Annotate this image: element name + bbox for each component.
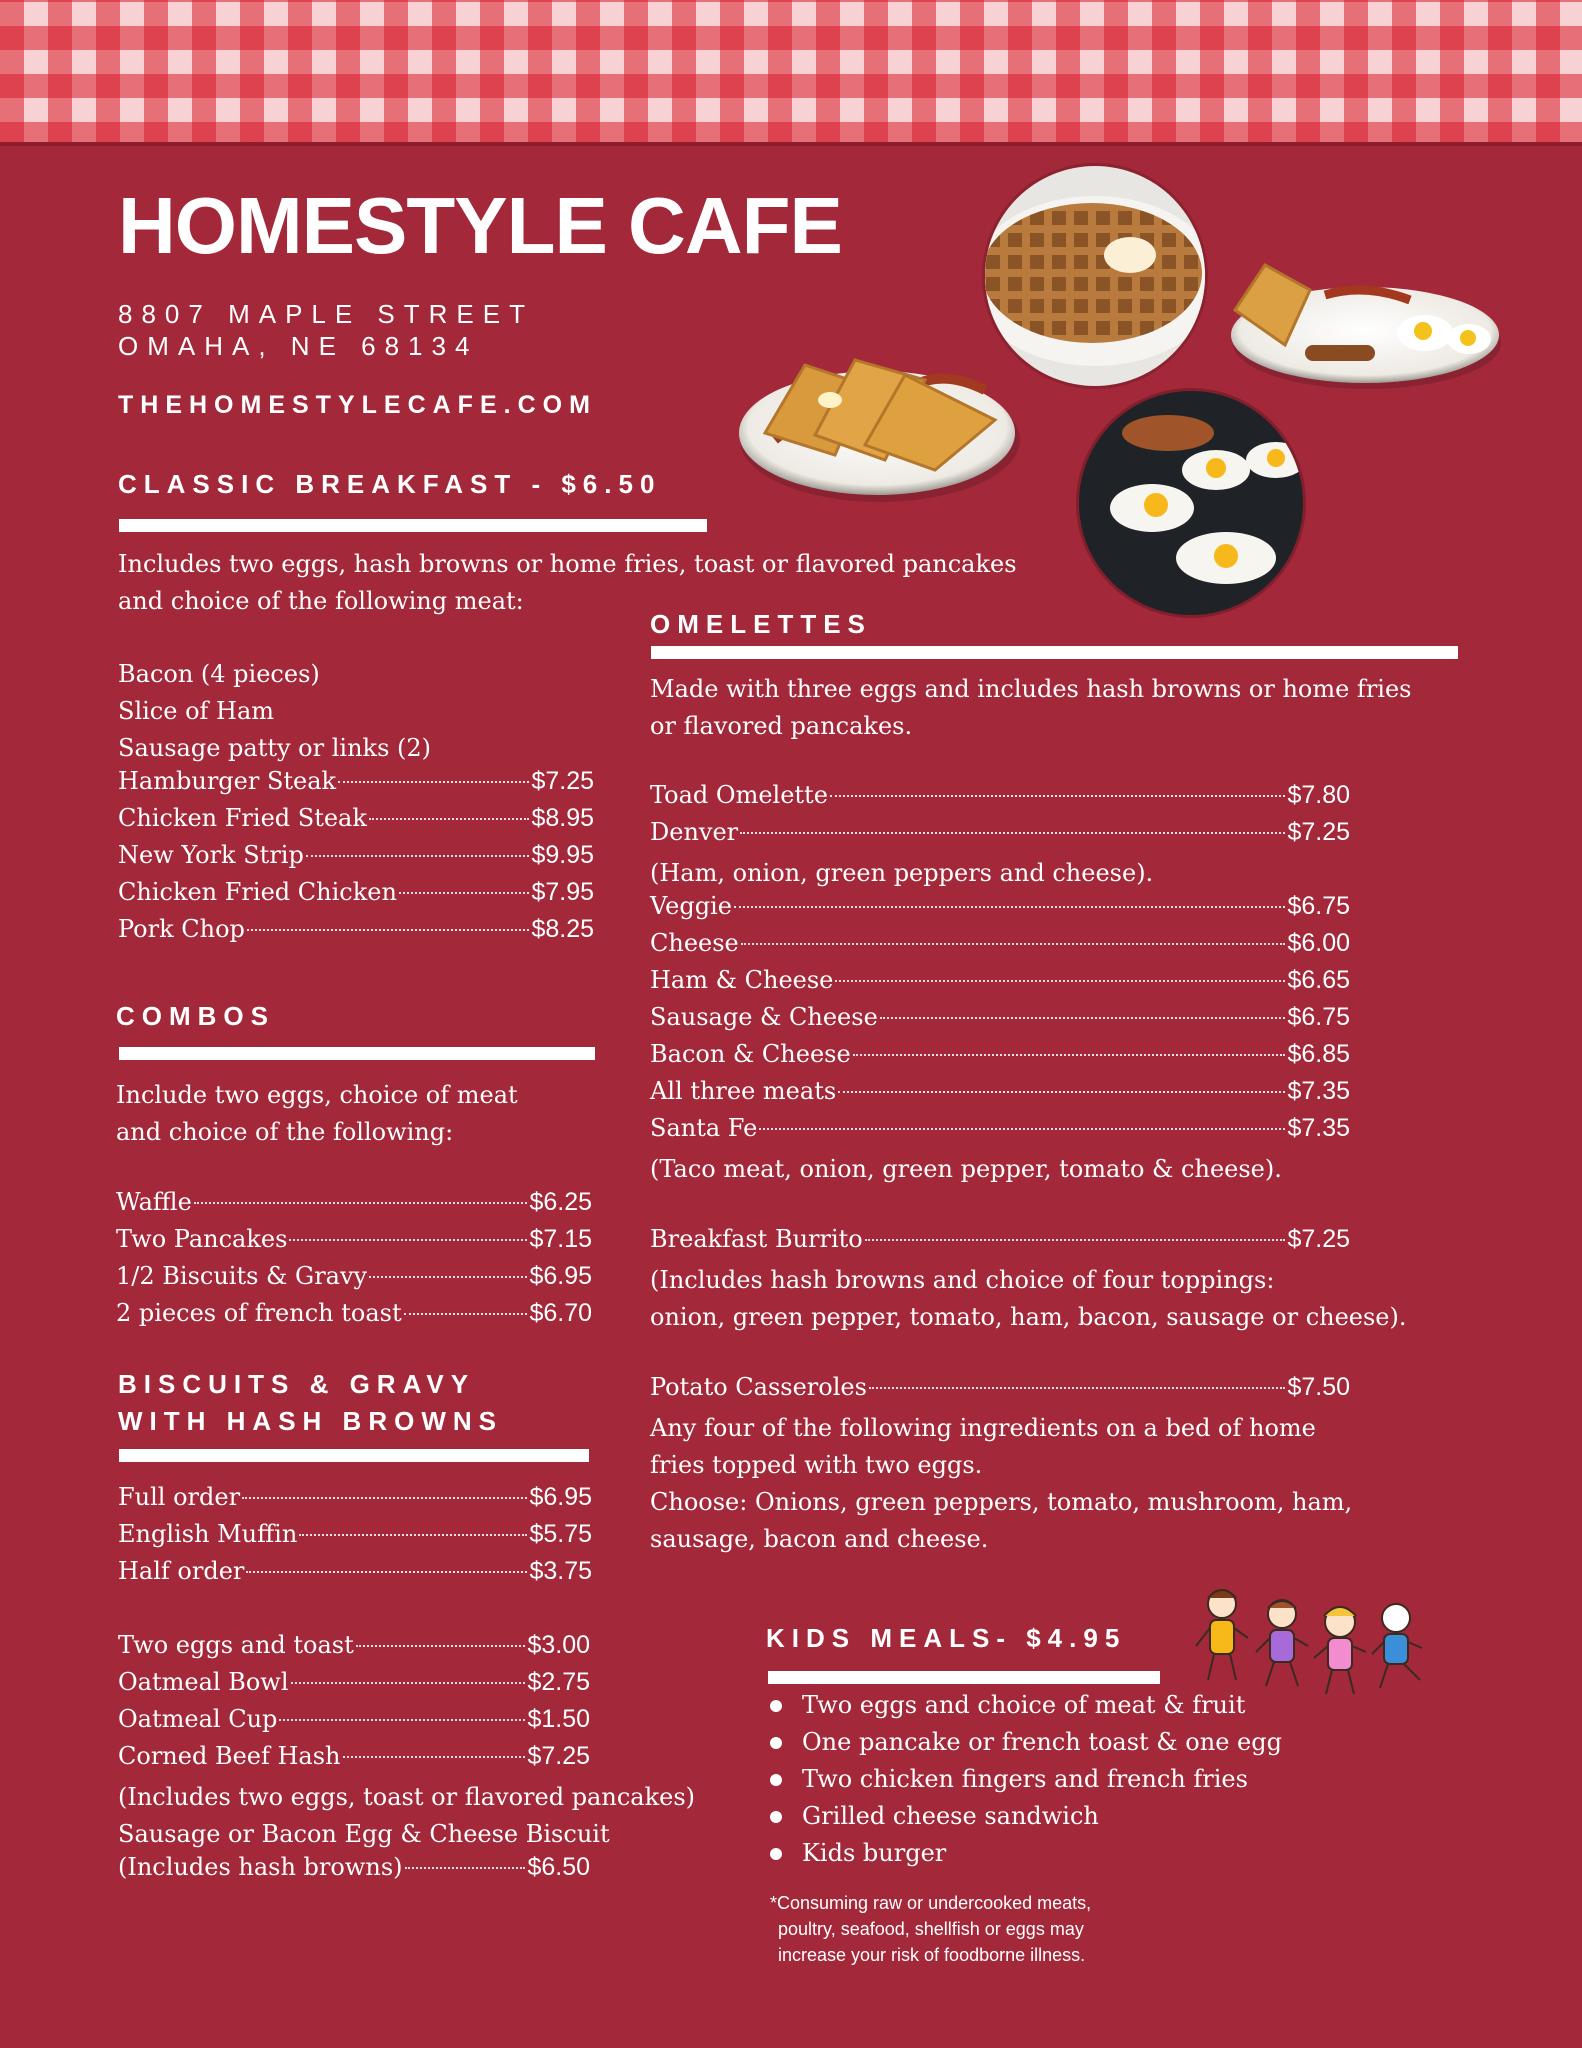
menu-item-row: Half order $3.75 xyxy=(118,1557,592,1585)
classic-breakfast-description: Includes two eggs, hash browns or home fries, toast or flavored pancakes and choice of the following meat: xyxy=(118,550,1017,615)
list-item: One pancake or french toast & one egg xyxy=(768,1724,1282,1761)
menu-item-row: Chicken Fried Chicken $7.95 xyxy=(118,878,594,906)
menu-item-row: 2 pieces of french toast $6.70 xyxy=(116,1299,592,1327)
menu-item-row: Ham & Cheese $6.65 xyxy=(650,966,1350,994)
menu-item-row: 1/2 Biscuits & Gravy $6.95 xyxy=(116,1262,592,1290)
item-note: sausage, bacon and cheese. xyxy=(650,1525,989,1553)
menu-item-row: Oatmeal Bowl $2.75 xyxy=(118,1668,590,1696)
menu-item-row: Veggie $6.75 xyxy=(650,892,1350,920)
menu-item-row: Oatmeal Cup $1.50 xyxy=(118,1705,590,1733)
item-note: (Taco meat, onion, green pepper, tomato & cheese). xyxy=(650,1155,1282,1183)
menu-item-row: Toad Omelette $7.80 xyxy=(650,781,1350,809)
address-line-2: OMAHA, NE 68134 xyxy=(118,331,479,361)
biscuits-gravy-list xyxy=(118,1483,592,1594)
list-item: Bacon (4 pieces) xyxy=(118,660,320,688)
menu-item-row: Pork Chop $8.25 xyxy=(118,915,594,943)
item-note: Sausage or Bacon Egg & Cheese Biscuit xyxy=(118,1820,610,1848)
menu-item-row: Santa Fe $7.35 xyxy=(650,1114,1350,1142)
omelettes-rule xyxy=(651,646,1458,659)
food-safety-disclaimer: *Consuming raw or undercooked meats, poultry, seafood, shellfish or eggs may increase your risk of foodborne illness. xyxy=(770,1893,1092,1965)
bullet-icon xyxy=(770,1700,782,1712)
cafe-title: HOMESTYLE CAFE xyxy=(118,181,842,270)
griddle-eggs-pancake-photo xyxy=(1076,388,1306,618)
biscuits-gravy-heading: BISCUITS & GRAVY WITH HASH BROWNS xyxy=(118,1369,503,1436)
list-item: Grilled cheese sandwich xyxy=(768,1798,1282,1835)
bullet-icon xyxy=(770,1848,782,1860)
omelettes-list xyxy=(650,781,1407,1558)
address-line-1: 8807 MAPLE STREET xyxy=(118,299,534,329)
list-item: Two eggs and choice of meat & fruit xyxy=(768,1687,1282,1724)
menu-item-row: Two eggs and toast $3.00 xyxy=(118,1631,590,1659)
menu-item-row: Potato Casseroles $7.50 xyxy=(650,1373,1350,1401)
waffle-photo xyxy=(982,163,1208,389)
list-item: Sausage patty or links (2) xyxy=(118,734,432,762)
bullet-icon xyxy=(770,1774,782,1786)
item-note: Choose: Onions, green peppers, tomato, mushroom, ham, xyxy=(650,1488,1353,1516)
kids-meals-heading: KIDS MEALS- $4.95 xyxy=(766,1623,1127,1653)
biscuits-gravy-rule xyxy=(119,1449,589,1462)
omelettes-heading: OMELETTES xyxy=(650,609,872,639)
menu-item-row: Hamburger Steak $7.25 xyxy=(118,767,594,795)
menu-item-row: Two Pancakes $7.15 xyxy=(116,1225,592,1253)
combos-heading: COMBOS xyxy=(116,1001,275,1031)
kids-meals-rule xyxy=(768,1671,1160,1684)
menu-item-row: Corned Beef Hash $7.25 xyxy=(118,1742,590,1770)
item-note: (Includes hash browns and choice of four toppings: xyxy=(650,1266,1275,1294)
combos-rule xyxy=(119,1047,595,1060)
omelettes-description: Made with three eggs and includes hash browns or home fries or flavored pancakes. xyxy=(650,675,1412,740)
classic-breakfast-list xyxy=(118,656,594,952)
bullet-icon xyxy=(770,1737,782,1749)
menu-item-row: Bacon & Cheese $6.85 xyxy=(650,1040,1350,1068)
menu-item-row: Full order $6.95 xyxy=(118,1483,592,1511)
menu-item-row: Waffle $6.25 xyxy=(116,1188,592,1216)
bullet-icon xyxy=(770,1811,782,1823)
item-note: onion, green pepper, tomato, ham, bacon, sausage or cheese). xyxy=(650,1303,1407,1331)
item-note: fries topped with two eggs. xyxy=(650,1451,983,1479)
combos-description: Include two eggs, choice of meat and choice of the following: xyxy=(116,1081,518,1146)
menu-item-row: (Includes hash browns) $6.50 xyxy=(118,1853,590,1881)
combos-list xyxy=(116,1188,592,1336)
menu-item-row: Cheese $6.00 xyxy=(650,929,1350,957)
menu-item-row: Breakfast Burrito $7.25 xyxy=(650,1225,1350,1253)
kids-cartoon-illustration xyxy=(1190,1576,1426,1704)
menu-item-row: Sausage & Cheese $6.75 xyxy=(650,1003,1350,1031)
menu-item-row: All three meats $7.35 xyxy=(650,1077,1350,1105)
list-item: Kids burger xyxy=(768,1835,1282,1872)
item-note: (Includes two eggs, toast or flavored pancakes) xyxy=(118,1783,695,1811)
gingham-banner xyxy=(0,0,1582,146)
kids-meals-list xyxy=(768,1687,1282,1872)
classic-breakfast-heading: CLASSIC BREAKFAST - $6.50 xyxy=(118,469,662,499)
list-item: Two chicken fingers and french fries xyxy=(768,1761,1282,1798)
list-item: Slice of Ham xyxy=(118,697,275,725)
cafe-website[interactable]: THEHOMESTYLECAFE.COM xyxy=(118,391,597,419)
menu-item-row: English Muffin $5.75 xyxy=(118,1520,592,1548)
eggs-bacon-plate-photo xyxy=(1225,255,1503,395)
item-note: (Ham, onion, green peppers and cheese). xyxy=(650,859,1154,887)
cafe-address xyxy=(118,298,534,362)
item-note: Any four of the following ingredients on a bed of home xyxy=(650,1414,1316,1442)
menu-item-row: New York Strip $9.95 xyxy=(118,841,594,869)
menu-item-row: Chicken Fried Steak $8.95 xyxy=(118,804,594,832)
menu-item-row: Denver $7.25 xyxy=(650,818,1350,846)
classic-breakfast-rule xyxy=(119,519,707,532)
extras-list xyxy=(118,1631,695,1890)
